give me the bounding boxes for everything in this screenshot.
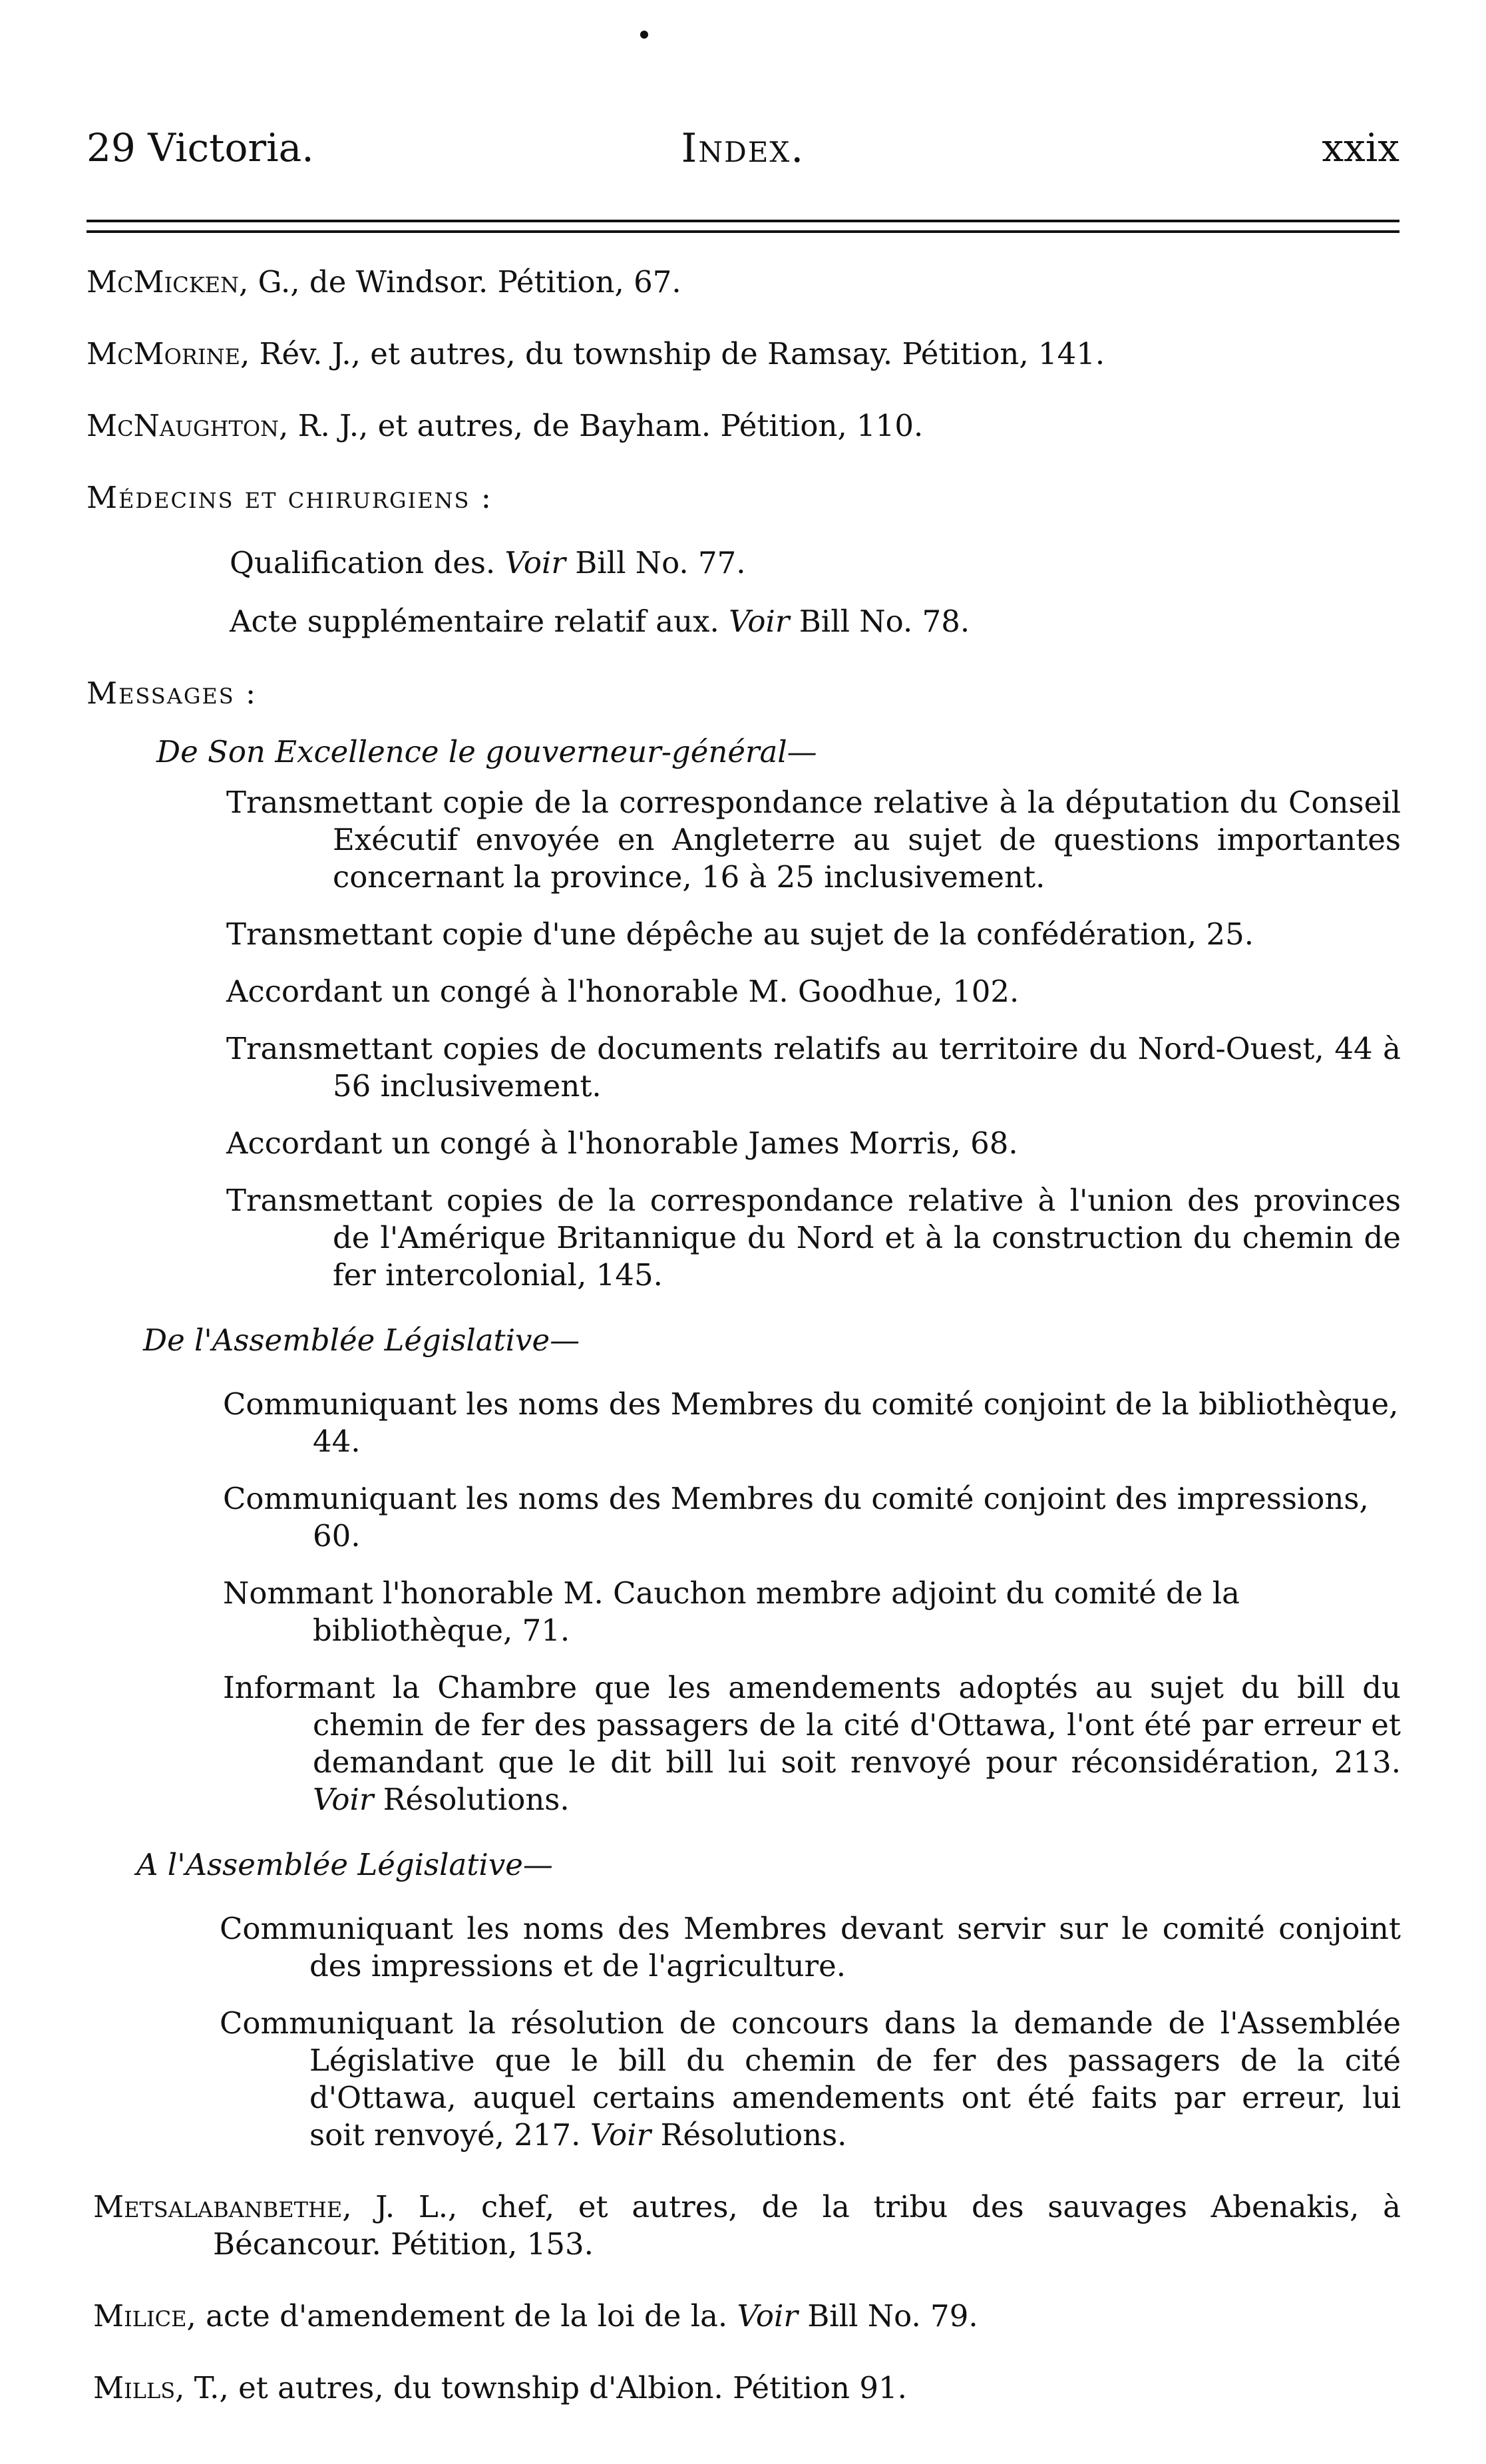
running-header [87, 125, 1399, 185]
entry-text: Communiquant les noms des Membres du comité conjoint de la bibliothèque, 44. [223, 1386, 1399, 1459]
index-entry [87, 335, 1401, 373]
entry-text: Bill No. 78. [789, 604, 970, 639]
index-subentry [87, 916, 1401, 953]
header-session: 29 Victoria. [87, 125, 314, 170]
entry-text: R. J., et autres, de Bayham. Pétition, 110. [288, 408, 924, 443]
voir-label: Voir [590, 2117, 651, 2153]
index-subentry [87, 1182, 1401, 1294]
entry-text: Bill No. 77. [565, 545, 746, 580]
voir-label: Voir [737, 2298, 798, 2334]
index-heading [87, 675, 1401, 712]
header-rule [87, 220, 1399, 222]
entry-text: Rév. J., et autres, du township de Ramsay. Pétition, 141. [250, 336, 1105, 371]
index-subentry [87, 784, 1401, 896]
header-rule [87, 230, 1399, 233]
entry-text: Acte supplémentaire relatif aux. [230, 604, 729, 639]
entry-text: Transmettant copie de la correspondance relative à la députation du Conseil Exécutif envoyée en Angleterre au sujet de questions importantes concernant la province, 16 à 25 inclusivement. [226, 785, 1401, 895]
entry-name: Milice, [93, 2298, 196, 2334]
index-subentry [87, 2005, 1401, 2154]
entry-text: Transmettant copies de documents relatifs au territoire du Nord-Ouest, 44 à 56 inclusivement. [226, 1031, 1401, 1104]
index-body [87, 253, 1401, 2407]
entry-text: Transmettant copies de la correspondance relative à l'union des provinces de l'Amérique Britannique du Nord et à la construction du chemin de fer intercolonial, 145. [226, 1183, 1401, 1293]
index-entry [13, 2188, 1401, 2263]
index-subentry [87, 1386, 1401, 1460]
entry-text: G., de Windsor. Pétition, 67. [248, 264, 681, 300]
entry-text: Accordant un congé à l'honorable James Morris, 68. [226, 1126, 1018, 1161]
index-subentry [87, 973, 1401, 1010]
voir-label: Voir [313, 1782, 374, 1817]
entry-text: Résolutions. [651, 2117, 847, 2153]
header-title: Index. [681, 125, 805, 172]
entry-name: Messages : [87, 676, 258, 711]
index-entry [87, 264, 1401, 301]
index-subentry [87, 1575, 1401, 1649]
entry-text: Nommant l'honorable M. Cauchon membre adjoint du comité de la bibliothèque, 71. [223, 1575, 1240, 1648]
header-page-number: xxix [1322, 125, 1399, 170]
entry-text: Qualification des. [230, 545, 505, 580]
index-heading [87, 479, 1401, 516]
entry-text: Informant la Chambre que les amendements adoptés au sujet du bill du chemin de fer des passagers de la cité d'Ottawa, l'ont été par erreur et demandant que le dit bill lui soit renvoyé pour réconsidération, 213. [223, 1670, 1401, 1780]
voir-label: Voir [504, 545, 566, 580]
voir-label: Voir [729, 604, 790, 639]
index-subheading: De Son Excellence le gouverneur-général— [156, 734, 817, 769]
entry-name: Mills, [93, 2370, 185, 2405]
entry-text: J. L., chef, et autres, de la tribu des sauvages Abenakis, à Bécancour. Pétition, 153. [213, 2189, 1401, 2262]
print-speck [640, 31, 648, 39]
index-subentry [87, 544, 1401, 582]
index-subheading: A l'Assemblée Législative— [136, 1847, 553, 1882]
entry-name: McNaughton, [87, 408, 289, 443]
entry-text: Accordant un congé à l'honorable M. Goodhue, 102. [226, 974, 1020, 1009]
index-entry [87, 407, 1401, 445]
entry-text: Bill No. 79. [797, 2298, 978, 2334]
entry-text: acte d'amendement de la loi de la. [196, 2298, 737, 2334]
entry-text: Communiquant les noms des Membres du comité conjoint des impressions, 60. [223, 1481, 1369, 1553]
entry-text: Communiquant les noms des Membres devant servir sur le comité conjoint des impressions et de l'agriculture. [220, 1911, 1401, 1983]
index-subentry [87, 1669, 1401, 1818]
index-subentry [87, 1910, 1401, 1985]
entry-text: T., et autres, du township d'Albion. Pétition 91. [184, 2370, 907, 2405]
entry-name: McMorine, [87, 336, 250, 371]
index-subentry [87, 603, 1401, 640]
entry-text: Communiquant la résolution de concours dans la demande de l'Assemblée Législative que le bill du chemin de fer des passagers de la cité d'Ottawa, auquel certains amendements ont été faits par erreur, lui soit renvoyé, 217. [220, 2005, 1401, 2153]
entry-text: Résolutions. [373, 1782, 570, 1817]
entry-name: McMicken, [87, 264, 249, 300]
entry-name: Médecins et chirurgiens : [87, 480, 492, 515]
index-entry [13, 2369, 1401, 2407]
entry-name: Metsalabanbethe, [93, 2189, 352, 2224]
index-subentry [87, 1030, 1401, 1105]
index-subentry [87, 1480, 1401, 1555]
index-subheading: De l'Assemblée Législative— [143, 1323, 580, 1358]
index-subentry [87, 1125, 1401, 1162]
index-entry [13, 2298, 1401, 2335]
entry-text: Transmettant copie d'une dépêche au sujet de la confédération, 25. [226, 917, 1254, 952]
